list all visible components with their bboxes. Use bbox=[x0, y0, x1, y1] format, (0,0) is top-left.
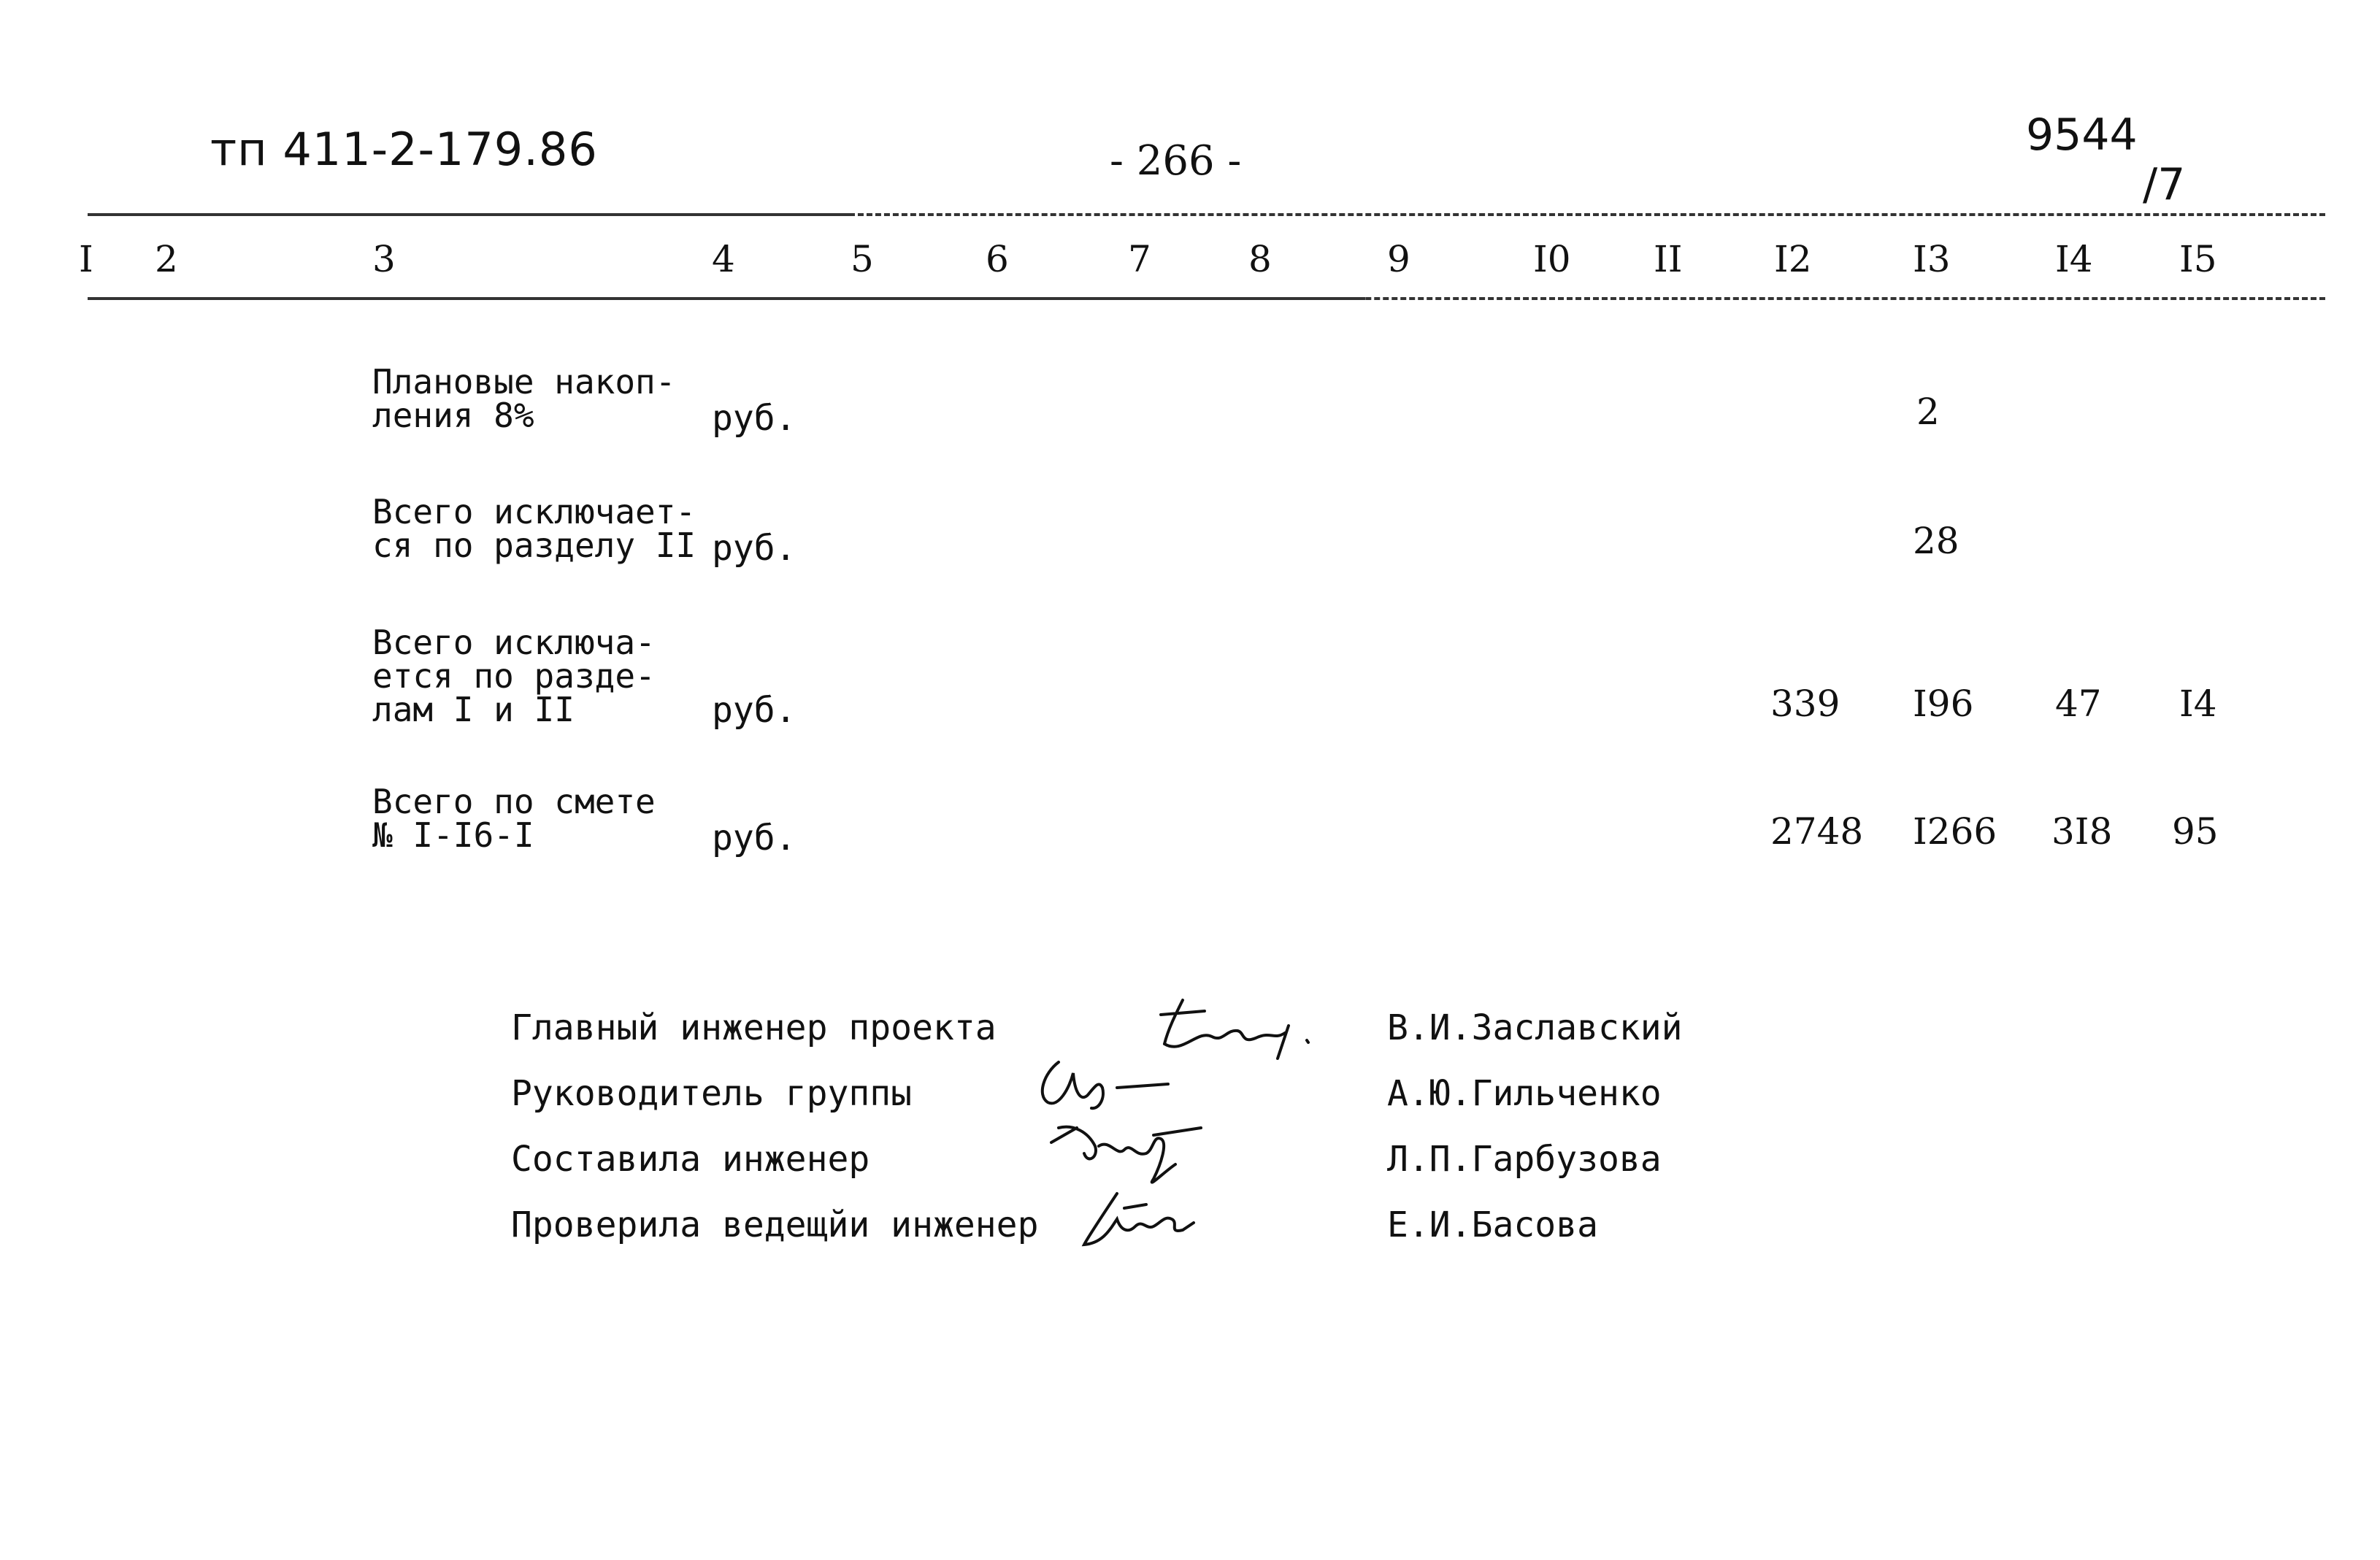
document-code: тп 411-2-179.86 bbox=[210, 123, 598, 176]
signature-role: Проверила ведещйи инженер bbox=[511, 1204, 1039, 1245]
handwritten-signature bbox=[1153, 985, 1321, 1066]
row-value-col14: 3I8 bbox=[2051, 810, 2113, 853]
signature-name: Л.П.Гарбузова bbox=[1387, 1139, 1662, 1180]
column-header-1: I bbox=[79, 238, 93, 280]
handwritten-signature bbox=[1073, 1186, 1205, 1252]
sheet-reference-suffix: /7 bbox=[2143, 159, 2186, 210]
column-header-15: I5 bbox=[2179, 238, 2217, 280]
row-label: Всего исключает- ся по разделу II bbox=[372, 492, 696, 565]
signature-role: Главный инженер проекта bbox=[511, 1007, 997, 1048]
column-header-9: 9 bbox=[1387, 238, 1410, 280]
row-value-col13: I266 bbox=[1913, 810, 1997, 853]
column-header-3: 3 bbox=[372, 238, 396, 280]
column-header-7: 7 bbox=[1128, 238, 1151, 280]
signature-name: А.Ю.Гильченко bbox=[1387, 1073, 1662, 1114]
row-unit: руб. bbox=[712, 690, 796, 731]
row-value-col13: 28 bbox=[1913, 520, 1959, 562]
table-header-rule-solid bbox=[88, 297, 1365, 300]
row-value-col15: I4 bbox=[2179, 683, 2217, 725]
table-top-rule-solid bbox=[88, 213, 854, 216]
column-header-10: I0 bbox=[1533, 238, 1571, 280]
handwritten-signature bbox=[1044, 1113, 1212, 1194]
row-label: Всего по смете № I-I6-I bbox=[372, 782, 656, 855]
column-header-8: 8 bbox=[1248, 238, 1272, 280]
row-unit: руб. bbox=[712, 398, 796, 439]
signature-role: Руководитель группы bbox=[511, 1073, 913, 1114]
handwritten-signature bbox=[1029, 1051, 1175, 1117]
column-header-13: I3 bbox=[1913, 238, 1951, 280]
column-header-6: 6 bbox=[986, 238, 1009, 280]
row-label: Всего исключа- ется по разде- лам I и II bbox=[372, 623, 656, 729]
page-number: - 266 - bbox=[1110, 137, 1242, 185]
row-unit: руб. bbox=[712, 818, 796, 858]
sheet-reference: 9544 bbox=[2026, 109, 2138, 161]
column-header-12: I2 bbox=[1774, 238, 1812, 280]
row-label: Плановые накоп- ления 8% bbox=[372, 362, 676, 435]
column-header-14: I4 bbox=[2055, 238, 2093, 280]
row-value-col13: 2 bbox=[1916, 391, 1940, 433]
column-header-4: 4 bbox=[712, 238, 735, 280]
row-unit: руб. bbox=[712, 528, 796, 569]
column-header-5: 5 bbox=[851, 238, 874, 280]
signature-role: Составила инженер bbox=[511, 1139, 870, 1180]
column-header-11: II bbox=[1654, 238, 1683, 280]
row-value-col13: I96 bbox=[1913, 683, 1974, 725]
row-value-col14: 47 bbox=[2055, 683, 2102, 725]
row-value-col15: 95 bbox=[2172, 810, 2219, 853]
signature-name: В.И.Заславский bbox=[1387, 1007, 1683, 1048]
signature-name: Е.И.Басова bbox=[1387, 1204, 1598, 1245]
row-value-col12: 2748 bbox=[1770, 810, 1864, 853]
column-header-2: 2 bbox=[155, 238, 178, 280]
row-value-col12: 339 bbox=[1770, 683, 1840, 725]
